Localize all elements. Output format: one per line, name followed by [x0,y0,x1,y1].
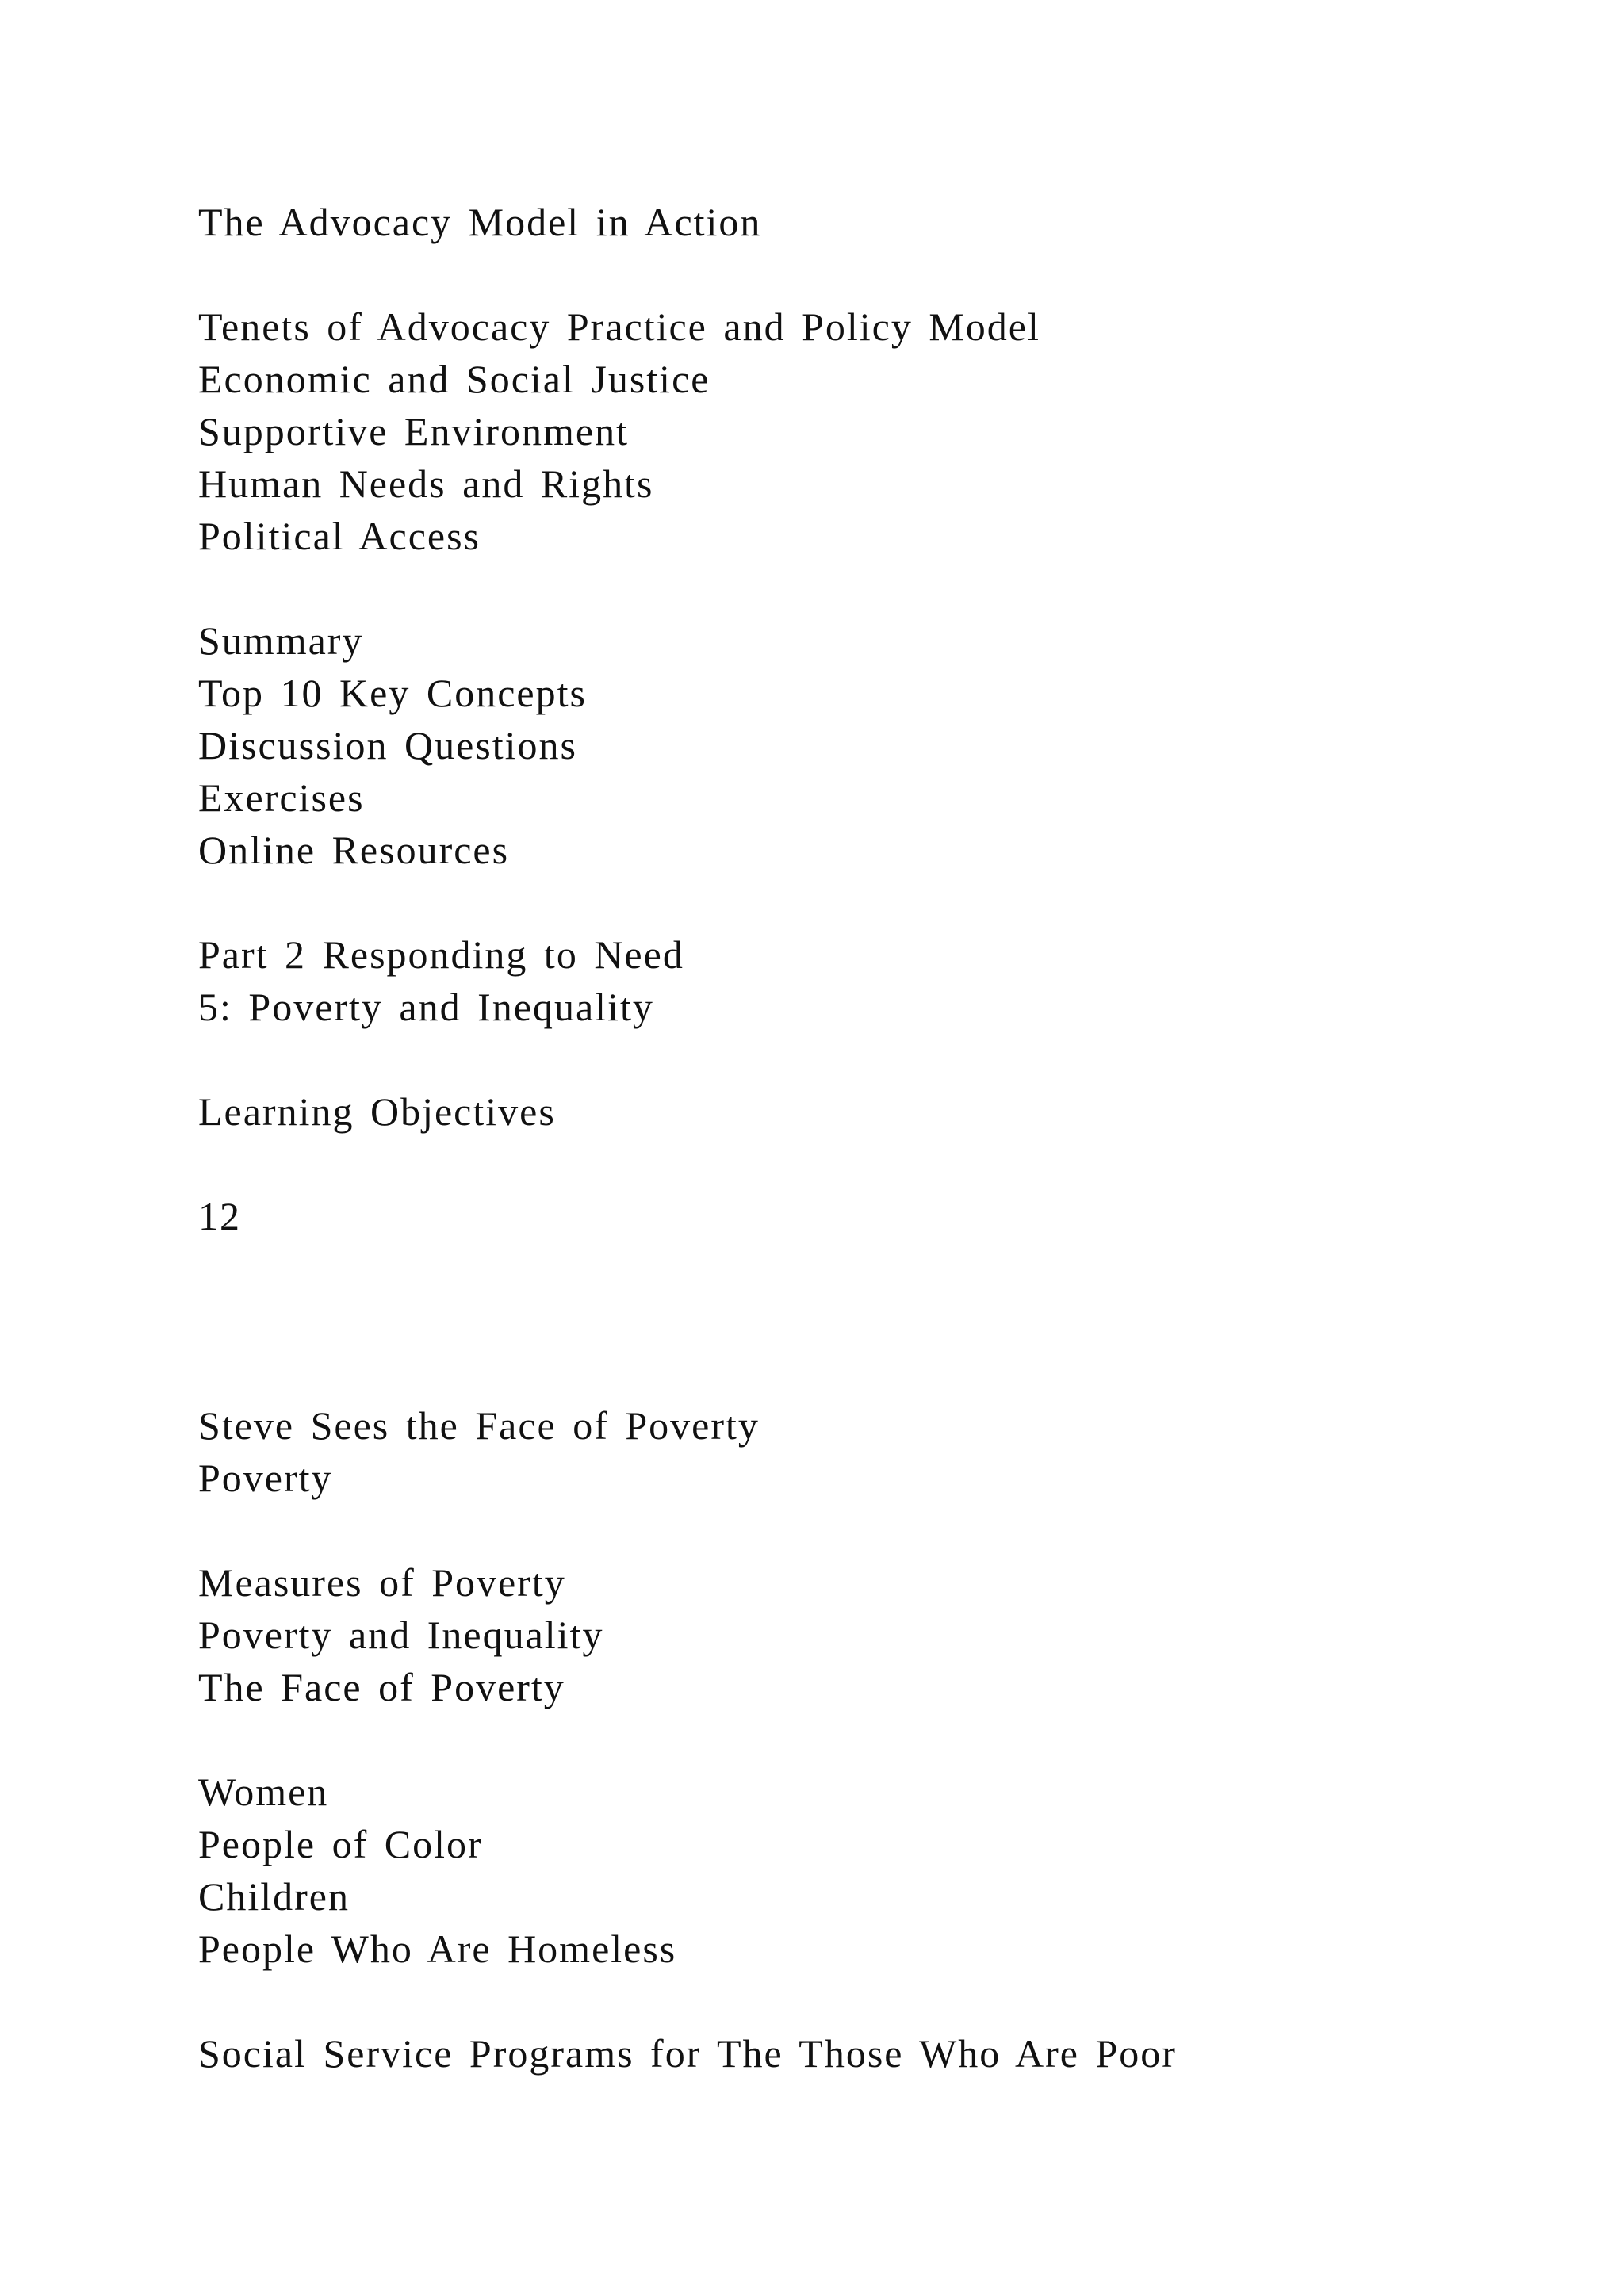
toc-line-people-of-color: People of Color [198,1822,483,1866]
toc-line-children: Children [198,1874,350,1919]
heading-chapter-5: 5: Poverty and Inequality [198,985,654,1029]
toc-line-exercises: Exercises [198,775,365,820]
toc-line-people-who-are-homeless: People Who Are Homeless [198,1927,677,1971]
heading-tenets-of-advocacy: Tenets of Advocacy Practice and Policy Model [198,304,1040,349]
toc-line-poverty-and-inequality: Poverty and Inequality [198,1613,604,1657]
toc-line-political-access: Political Access [198,514,481,558]
heading-part-2: Part 2 Responding to Need [198,932,684,977]
toc-line-women: Women [198,1770,329,1814]
toc-line-steve-sees-face-of-poverty: Steve Sees the Face of Poverty [198,1403,760,1448]
toc-line-poverty: Poverty [198,1456,333,1500]
toc-line-economic-social-justice: Economic and Social Justice [198,357,710,401]
toc-line-discussion-questions: Discussion Questions [198,723,577,767]
toc-line-top-10-key-concepts: Top 10 Key Concepts [198,671,587,715]
toc-line-supportive-environment: Supportive Environment [198,409,629,453]
toc-line-social-service-programs: Social Service Programs for The Those Who Are Poor [198,2031,1177,2076]
page-number: 12 [198,1194,241,1238]
heading-advocacy-model-in-action: The Advocacy Model in Action [198,200,762,244]
toc-line-measures-of-poverty: Measures of Poverty [198,1560,566,1605]
toc-line-online-resources: Online Resources [198,828,510,872]
toc-line-face-of-poverty: The Face of Poverty [198,1665,565,1709]
toc-line-summary: Summary [198,618,364,663]
toc-line-learning-objectives: Learning Objectives [198,1089,556,1134]
toc-line-human-needs-rights: Human Needs and Rights [198,461,654,506]
